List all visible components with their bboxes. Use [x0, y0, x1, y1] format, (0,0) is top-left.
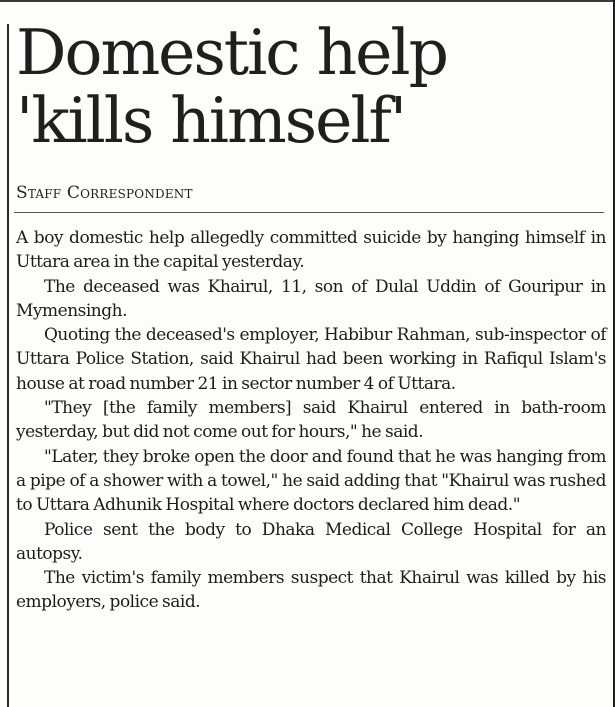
headline — [16, 16, 606, 157]
paragraph: The deceased was Khairul, 11, son of Dulal Uddin of Gouripur in Mymensingh. — [16, 276, 606, 321]
paragraph: Quoting the deceased's employer, Habibur Rahman, sub-inspector of Uttara Police Station, said Khairul had been working in Rafiqul Islam's house at road number 21 in sector number 4 of Uttara. — [16, 325, 606, 394]
paragraph: Police sent the body to Dhaka Medical College Hospital for an autopsy. — [16, 519, 606, 564]
byline-divider — [14, 212, 604, 213]
headline-line-2: 'kills himself' — [16, 84, 406, 157]
paragraph: The victim's family members suspect that Khairul was killed by his employers, police said. — [16, 568, 606, 613]
headline-line-1: Domestic help — [16, 16, 447, 89]
paragraph: "Later, they broke open the door and found that he was hanging from a pipe of a shower with a towel," he said adding that "Khairul was rushed to Uttara Adhunik Hospital where doctors declared him dead." — [16, 446, 606, 516]
paragraph: A boy domestic help allegedly committed suicide by hanging himself in Uttara area in the capital yesterday. — [16, 228, 606, 273]
article-body — [16, 226, 606, 615]
byline: Staff Correspondent — [16, 183, 193, 203]
top-border — [0, 0, 615, 2]
paragraph: "They [the family members] said Khairul entered in bath-room yesterday, but did not come out for hours," he said. — [16, 398, 606, 443]
column-rule — [7, 24, 9, 707]
